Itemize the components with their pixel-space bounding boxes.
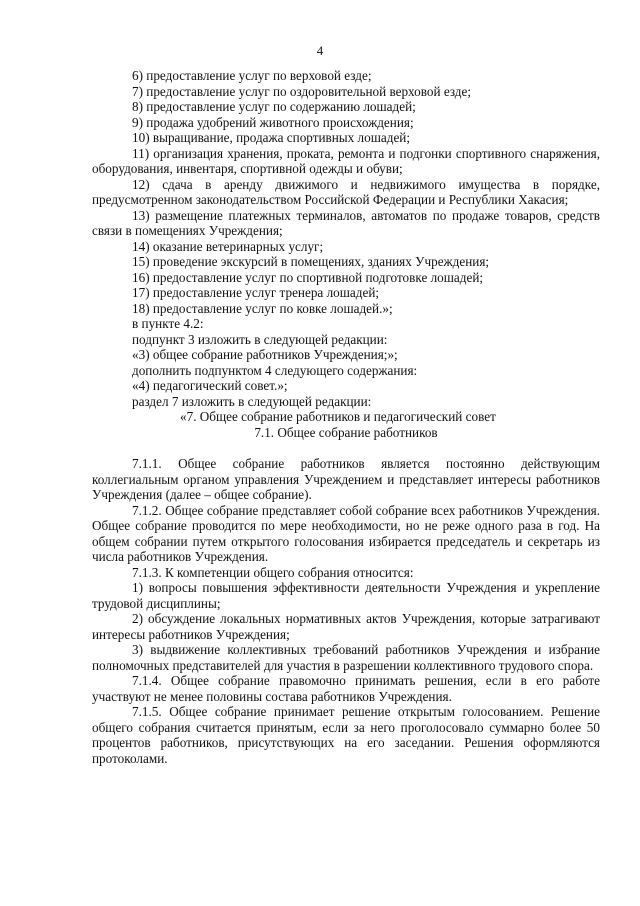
paragraph-7-1-3: 7.1.3. К компетенции общего собрания относится:: [132, 564, 414, 580]
list-item: 17) предоставление услуг тренера лошадей;: [132, 285, 380, 300]
amendment-line: дополнить подпунктом 4 следующего содержания:: [132, 362, 418, 378]
list-item: 9) продажа удобрений животного происхождения;: [132, 114, 414, 130]
paragraph-7-1-1: 7.1.1. Общее собрание работников является постоянно действующим коллегиальным органом управления Учреждением и представляет интересы работников Учреждения (далее – общее собрание).: [92, 456, 600, 502]
paragraph-7-1-4: 7.1.4. Общее собрание правомочно принимать решения, если в его работе участвуют не менее половины состава работников Учреждения.: [92, 673, 600, 704]
list-item: 14) оказание ветеринарных услуг;: [132, 238, 324, 254]
spacer: [92, 440, 600, 456]
amendment-line: раздел 7 изложить в следующей редакции:: [132, 393, 372, 409]
list-item: 16) предоставление услуг по спортивной подготовке лошадей;: [132, 269, 484, 285]
list-item: 11) организация хранения, проката, ремонта и подгонки спортивного снаряжения, оборудования, инвентаря, спортивной одежды и обуви;: [92, 145, 600, 176]
paragraph-7-1-3-item-2: 2) обсуждение локальных нормативных актов Учреждения, которые затрагивают интересы работников Учреждения;: [92, 611, 600, 642]
list-item: 15) проведение экскурсий в помещениях, зданиях Учреждения;: [132, 254, 490, 269]
list-item: 8) предоставление услуг по содержанию лошадей;: [132, 99, 416, 114]
paragraph-7-1-5: 7.1.5. Общее собрание принимает решение открытым голосованием. Решение общего собрания считается принятым, если за него проголосовало суммарно более 50 процентов работников, присутствующих на его заседании. Решения оформляются протоколами.: [92, 704, 600, 766]
paragraph-7-1-3-item-3: 3) выдвижение коллективных требований работников Учреждения и избрание полномочных представителей для участия в разрешении коллективного трудового спора.: [92, 642, 600, 673]
list-item: 13) размещение платежных терминалов, автоматов по продаже товаров, средств связи в помещениях Учреждения;: [92, 207, 600, 238]
list-item: 7) предоставление услуг по оздоровительной верховой езде;: [132, 83, 472, 99]
list-item: 18) предоставление услуг по ковке лошадей.»;: [132, 300, 393, 316]
page-number: 4: [316, 43, 324, 58]
subsection-title: 7.1. Общее собрание работников: [254, 424, 438, 440]
amendment-line: «3) общее собрание работников Учреждения;»;: [132, 347, 398, 362]
document-body: [92, 68, 600, 766]
amendment-line: подпункт 3 изложить в следующей редакции:: [132, 331, 388, 347]
list-item: 10) выращивание, продажа спортивных лошадей;: [132, 130, 411, 145]
amendment-line: в пункте 4.2:: [132, 316, 204, 331]
paragraph-7-1-2: 7.1.2. Общее собрание представляет собой собрание всех работников Учреждения. Общее собрание проводится по мере необходимости, но не реже одного раза в год. На общем собрании путем открытого голосования избирается председатель и секретарь из числа работников Учреждения.: [92, 502, 600, 564]
list-item: 6) предоставление услуг по верховой езде;: [132, 68, 372, 83]
section-title: «7. Общее собрание работников и педагогический совет: [180, 409, 496, 424]
amendment-line: «4) педагогический совет.»;: [132, 378, 288, 393]
list-item: 12) сдача в аренду движимого и недвижимого имущества в порядке, предусмотренном законодательством Российской Федерации и Республики Хакасия;: [92, 176, 600, 207]
paragraph-7-1-3-item-1: 1) вопросы повышения эффективности деятельности Учреждения и укрепление трудовой дисциплины;: [92, 580, 600, 611]
